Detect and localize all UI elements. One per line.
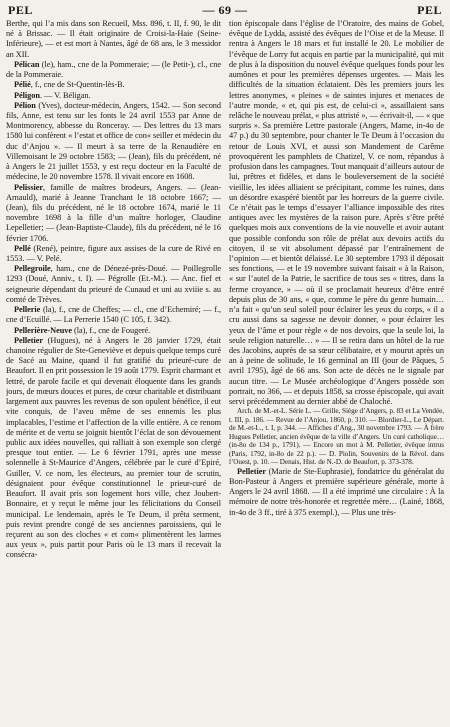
dictionary-entry	[6, 91, 221, 101]
entry-headword: Pellerière-Neuve	[14, 325, 73, 335]
dictionary-entry	[6, 244, 221, 264]
entry-text: . — V. Béligan.	[39, 90, 91, 100]
dictionary-entry	[6, 326, 221, 336]
reference-note	[229, 407, 444, 466]
entry-text: Arch. de M.-et-L. Série L. — Grille, Siège d’Angers, p. 83 et La Vendée, t. III, p. 186. — Revue de l’Anjou, 1860, p. 310. — Blordier-L., Le Départ. de M.-et-L., t. I, p. 344. — Affiches d’Ang., 30 novembre 1793. — À frère Hugues Pelletier, ancien évêque de la ville d’Angers. Un curé catholique… (in-8o de 134 p., 1791). — Encore un mot à M. Pelletier, évêque intrus (Paris, 1792, in-8o de 22 p.). — D. Piolin, Souvenirs de la Révol. dans l’Ouest, p. 10. — Denais, Hist. de N.-D. de Beaufort, p. 373-378.	[229, 407, 444, 467]
entry-text: (Yves), docteur-médecin, Angers, 1542. — Son second fils, Anne, est tenu sur les fonts le 24 avril 1553 par Anne de Montmorency, abbesse du Ronceray. — Des lettres du 13 mars 1580 lui confèrent « l’estat et office de con« seiller et médecin du duc d’Anjou ». — Il meurt à sa terre de la Renaudière en Villemoisant le 29 octobre 1583; — (Jean), fils du précédent, né à Angers le 21 juillet 1553, y est reçu docteur en la Faculté de médecine, le 20 novembre 1578. Il vivait encore en 1608.	[6, 100, 221, 182]
entry-text: , ham., cne de Dénezé-près-Doué. — Poillegrolle 1293 (Doué, Anniv., t. I). — Pégrolle (Et.-M.). — Anc. fief et seigneurie dépendant du prieuré de Cunaud et uni au xviiie s. au comté de Trèves.	[6, 264, 221, 304]
entry-headword: Pélié	[14, 80, 31, 90]
dictionary-entry	[229, 19, 444, 407]
left-column	[6, 19, 221, 725]
entry-headword: Pélion	[14, 100, 36, 110]
entry-text: , f., cne de St-Quentin-lès-B.	[30, 80, 125, 90]
dictionary-entry	[6, 80, 221, 90]
dictionary-entry	[6, 336, 221, 561]
entry-text: tion épiscopale dans l’église de l’Oratoire, des mains de Gobel, évêque de Lydda, assisté des évêques de l’Oise et de la Meuse. Il rentra à Angers le 18 mars et fut installé le 20. Le mobilier de l’évêque de Lorry fut acquis en partie par la municipalité, qui mit de plus à la disposition du nouvel évêque quelques fonds pour les aumônes et pour les premières dépenses urgentes. — Mais les difficultés de la situation éclataient. Dès les premiers jours les lettres anonymes, « pleines « de saintes injures et menaces de l’autre monde, « et, qui pis est, de celui-ci », assaillaient sans relâche le nouveau prélat, « plus attristé », — écrivait-il, — « que surpris ». Sa première Lettre pastorale (Angers, Mame, in-4o de 47 p.) du 30 septembre, pour chanter le Te Deum à l’occasion du retour de Louis XVI, et aussi son Mandement de Carême provoquèrent les pamphlets de Chatizel, V. ce nom, répandus à profusion dans les campagnes. Tout manquait d’ailleurs autour de lui, prêtres et fidèles, et dans le bouleversement de la société vieillie, les idées alliaient se précipitant, comme les ruines, dans un désordre exaspéré bientôt par les horreurs de la guerre civile. Ce n’était pas le temps d’essayer l’alliance impossible des rites antiques avec les mystères de la raison pure. Après s’être prêté quelques mois aux conventions de la vie nouvelle et avoir autant que possible confondu son rôle de prélat aux devoirs actifs du citoyen, il se vit absolument dépassé par l’entraînement de l’opinion — et bientôt délaissé. Le 30 septembre 1793 il déposait ses fonctions, — et le 19 novembre suivant faisait « à la Raison, « sur l’autel de la Patrie, le sacrifice de tous ses « titres, dans la ferme croyance, » — où il se proclamait heureux d’être entré depuis plus de 30 ans, « que, comme le père du genre humain… n’a fait « qu’un seul soleil pour éclairer les yeux du corps, « il a cru aussi dans sa sagesse ne devoir donner, « pour éclairer les yeux de l’âme et pour règle « de nos devoirs, que la seule loi, la seule religion naturelle… » — Il se retira dans un hôtel de la rue des Jacobins, auprès de sa sœur célibataire, et y mourut après un an à peine de solitude, le 16 germinal an III (jour de Pâques, 5 avril 1795), âgé de 66 ans. Son acte de décès ne le signale par aucun titre. — Le Musée archéologique d’Angers possède son portrait, no 366, — et depuis 1858, sa crosse épiscopale, qui avait servi précédemment au dernier abbé de Chaloché.	[229, 19, 444, 407]
entry-text: Berthe, qui l’a mis dans son Recueil, Mss. 896, t. II, f. 90, le dit né à Brissac. — Il était originaire de Croisi-la-Haie (Seine-Inférieure), — et est mort à Nantes, âgé de 68 ans, le 3 messidor an XII.	[6, 19, 221, 59]
dictionary-entry	[6, 19, 221, 60]
dictionary-entry	[6, 305, 221, 325]
entry-headword: Pellé	[14, 243, 31, 253]
page-number: — 69 —	[202, 2, 248, 17]
entry-headword: Pellerie	[14, 305, 41, 315]
entry-text: (Hugues), né à Angers le 28 janvier 1729, était chanoine régulier de Ste-Geneviève et depuis quelque temps curé de Sacé au Maine, quand il fut gratifié du prieuré-cure de Beaufort. Il en prit possession le 19 août 1779. Esprit charmant et lettré, de parole facile et qui devenait éloquente dans les grands jours, de mœurs douces et pures, de cœur charitable et distribuant largement aux pauvres les revenus de son opulent bénéfice, il eut vite conquis, de l’aveu même de ses ennemis les plus implacables, l’estime et l’affection de la ville entière. A ce renom de mérite et de vertu se joignit bientôt l’éclat de son dévouement public aux idées nouvelles, qui ralliait à son exemple son clergé presque tout entier. — Le 6 février 1791, après une messe solennelle à St-Maurice d’Angers, célébrée par le curé d’Epiré, Guiller, V. ce nom, les électeurs, au premier tour de scrutin, désignaient pour évêque constitutionnel le prieur-curé de Beaufort. Il avait pris son logement hors ville, chez Joubert-Bonnaire, et y reçut le même jour les félicitations du Conseil municipal. Le lendemain, après le Te Deum, il prêta serment, puis revint prendre congé de ses anciennes paroissiens, qui le reçurent au son des cloches « et com« plimentèrent les larmes aux yeux », puis partit pour Paris où le 13 mars il recevait la consécra-	[6, 335, 221, 560]
entry-text: (René), peintre, figure aux assises de la cure de Rivé en 1553. — V. Pelé.	[6, 243, 221, 264]
dictionary-entry	[229, 467, 444, 518]
text-columns	[6, 19, 444, 725]
entry-headword: Pélican	[14, 59, 40, 69]
page-header	[8, 2, 442, 18]
dictionary-entry	[6, 60, 221, 80]
entry-text: (le), ham., cne de la Pommeraie; — (le Petit-), cl., cne de la Pommeraie.	[6, 59, 221, 80]
header-left-word: PEL	[8, 2, 33, 17]
entry-text: (la), f., cne de Cheffes; — cl., cne d’Echemiré; — f., cne d’Ecuillé. — La Perrerie 1540 (C 105, f. 342).	[6, 305, 221, 325]
entry-headword: Pelissier	[14, 182, 44, 192]
entry-headword: Péligon	[14, 90, 40, 100]
entry-text: , famille de maîtres brodeurs, Angers. — (Jean-Arnauld), marié à Jeanne Tranchant le 18 octobre 1667; — (Jean), fils du précédent, né le 18 octobre 1674, marié le 11 novembre 1698 à la fille d’un maître horloger, Claudine Lepelletier; — (Jean-Baptiste-Claude), fils du précédent, né le 16 février 1706.	[6, 182, 221, 243]
right-column	[229, 19, 444, 725]
entry-text: (la), f., cne de Fougeré.	[72, 325, 151, 335]
entry-headword: Pelletier	[14, 335, 44, 345]
dictionary-entry	[6, 101, 221, 183]
dictionary-entry	[6, 183, 221, 244]
header-right-word: PEL	[417, 2, 442, 17]
entry-headword: Pelletier	[237, 466, 267, 476]
dictionary-entry	[6, 264, 221, 305]
entry-headword: Pellegroile	[14, 264, 51, 274]
entry-text: (Marie de Ste-Euphrasie), fondatrice du généralat du Bon-Pasteur à Angers et première supérieure générale, morte à Angers le 24 avril 1868. — Il a été imprimé une circulaire : À la mémoire de notre très-honorée et regrettée mère… (Lainé, 1868, in-4o de 3 ff., tiré à 375 exempl.), — Plus une très-	[229, 466, 444, 517]
